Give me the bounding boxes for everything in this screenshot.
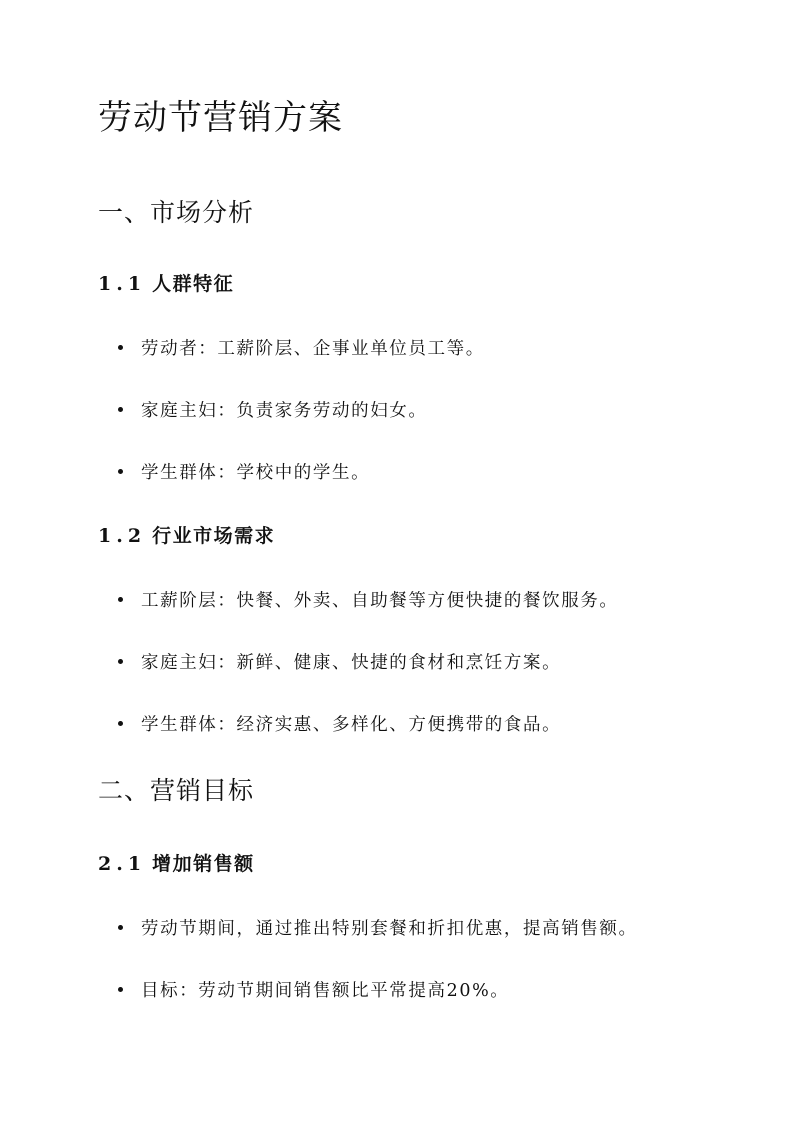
bullet-icon bbox=[118, 925, 123, 930]
list-item bbox=[118, 712, 561, 738]
list-item-text: 目标：劳动节期间销售额比平常提高20%。 bbox=[141, 981, 510, 1001]
list-item bbox=[118, 588, 619, 614]
list-item bbox=[118, 978, 509, 1004]
list-item-text: 劳动节期间，通过推出特别套餐和折扣优惠，提高销售额。 bbox=[141, 919, 638, 939]
list-item bbox=[118, 460, 370, 486]
list-item-text: 学生群体：学校中的学生。 bbox=[141, 463, 371, 483]
list-item bbox=[118, 398, 428, 424]
list-item-text: 家庭主妇：负责家务劳动的妇女。 bbox=[141, 401, 428, 421]
bullet-icon bbox=[118, 469, 123, 474]
list-item-text: 学生群体：经济实惠、多样化、方便携带的食品。 bbox=[141, 715, 562, 735]
list-item bbox=[118, 336, 485, 362]
section-heading-marketing-goals: 二、营销目标 bbox=[98, 776, 255, 805]
list-item-text: 劳动者：工薪阶层、企事业单位员工等。 bbox=[141, 339, 485, 359]
section-heading-market-analysis: 一、市场分析 bbox=[98, 198, 255, 227]
subsection-heading-1-1 bbox=[98, 270, 234, 298]
subsection-title: 增加销售额 bbox=[152, 853, 255, 875]
bullet-icon bbox=[118, 345, 123, 350]
bullet-icon bbox=[118, 987, 123, 992]
subsection-heading-2-1 bbox=[98, 850, 255, 878]
subsection-title: 人群特征 bbox=[152, 273, 235, 295]
list-item-text: 家庭主妇：新鲜、健康、快捷的食材和烹饪方案。 bbox=[141, 653, 562, 673]
list-item bbox=[118, 650, 561, 676]
document-title: 劳动节营销方案 bbox=[98, 98, 343, 138]
list-item bbox=[118, 916, 638, 942]
subsection-number: 1.1 bbox=[98, 273, 147, 295]
subsection-title: 行业市场需求 bbox=[152, 525, 276, 547]
subsection-number: 1.2 bbox=[98, 525, 147, 547]
subsection-heading-1-2 bbox=[98, 522, 275, 550]
list-item-text: 工薪阶层：快餐、外卖、自助餐等方便快捷的餐饮服务。 bbox=[141, 591, 619, 611]
bullet-icon bbox=[118, 597, 123, 602]
bullet-icon bbox=[118, 721, 123, 726]
subsection-number: 2.1 bbox=[98, 853, 147, 875]
bullet-icon bbox=[118, 407, 123, 412]
bullet-icon bbox=[118, 659, 123, 664]
